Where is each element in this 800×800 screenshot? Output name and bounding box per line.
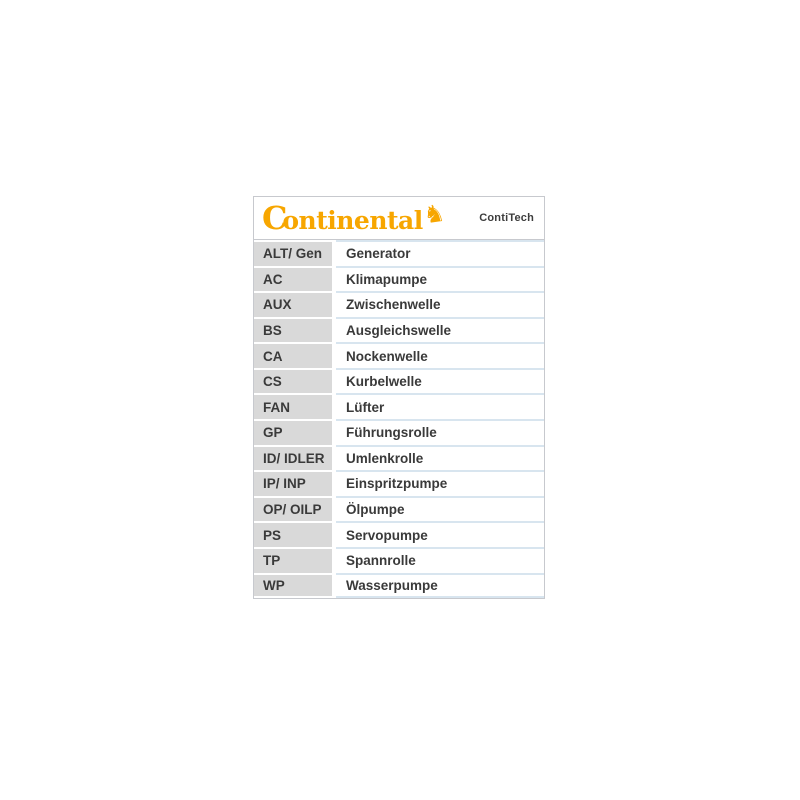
- description-cell: Zwischenwelle: [336, 291, 544, 317]
- abbreviation-cell: OP/ OILP: [254, 496, 332, 522]
- continental-logo: [262, 199, 447, 237]
- abbreviation-cell: CS: [254, 368, 332, 394]
- continental-wordmark: Continental: [262, 199, 423, 237]
- rearing-horse-icon: ♞: [421, 199, 447, 230]
- table-row: [254, 393, 544, 419]
- abbreviation-cell: CA: [254, 342, 332, 368]
- table-row: [254, 240, 544, 266]
- description-cell: Einspritzpumpe: [336, 470, 544, 496]
- abbreviation-cell: IP/ INP: [254, 470, 332, 496]
- abbreviation-cell: PS: [254, 521, 332, 547]
- abbreviation-cell: FAN: [254, 393, 332, 419]
- description-cell: Klimapumpe: [336, 266, 544, 292]
- table-row: [254, 470, 544, 496]
- table-row: [254, 521, 544, 547]
- table-row: [254, 266, 544, 292]
- description-cell: Servopumpe: [336, 521, 544, 547]
- abbreviation-cell: AC: [254, 266, 332, 292]
- abbreviation-cell: BS: [254, 317, 332, 343]
- table-row: [254, 547, 544, 573]
- table-row: [254, 573, 544, 599]
- contitech-wordmark: ContiTech: [479, 212, 534, 224]
- description-cell: Ausgleichswelle: [336, 317, 544, 343]
- brand-header: [254, 197, 544, 240]
- abbreviation-cell: WP: [254, 573, 332, 599]
- description-cell: Lüfter: [336, 393, 544, 419]
- description-cell: Wasserpumpe: [336, 573, 544, 599]
- legend-rows: [254, 240, 544, 598]
- description-cell: Umlenkrolle: [336, 445, 544, 471]
- abbreviation-cell: GP: [254, 419, 332, 445]
- table-row: [254, 419, 544, 445]
- table-row: [254, 445, 544, 471]
- abbreviation-legend-table: [253, 196, 545, 599]
- abbreviation-cell: TP: [254, 547, 332, 573]
- description-cell: Spannrolle: [336, 547, 544, 573]
- abbreviation-cell: AUX: [254, 291, 332, 317]
- description-cell: Generator: [336, 240, 544, 266]
- description-cell: Kurbelwelle: [336, 368, 544, 394]
- description-cell: Führungsrolle: [336, 419, 544, 445]
- table-row: [254, 342, 544, 368]
- table-row: [254, 317, 544, 343]
- table-row: [254, 291, 544, 317]
- description-cell: Nockenwelle: [336, 342, 544, 368]
- table-row: [254, 496, 544, 522]
- table-row: [254, 368, 544, 394]
- description-cell: Ölpumpe: [336, 496, 544, 522]
- abbreviation-cell: ALT/ Gen: [254, 240, 332, 266]
- abbreviation-cell: ID/ IDLER: [254, 445, 332, 471]
